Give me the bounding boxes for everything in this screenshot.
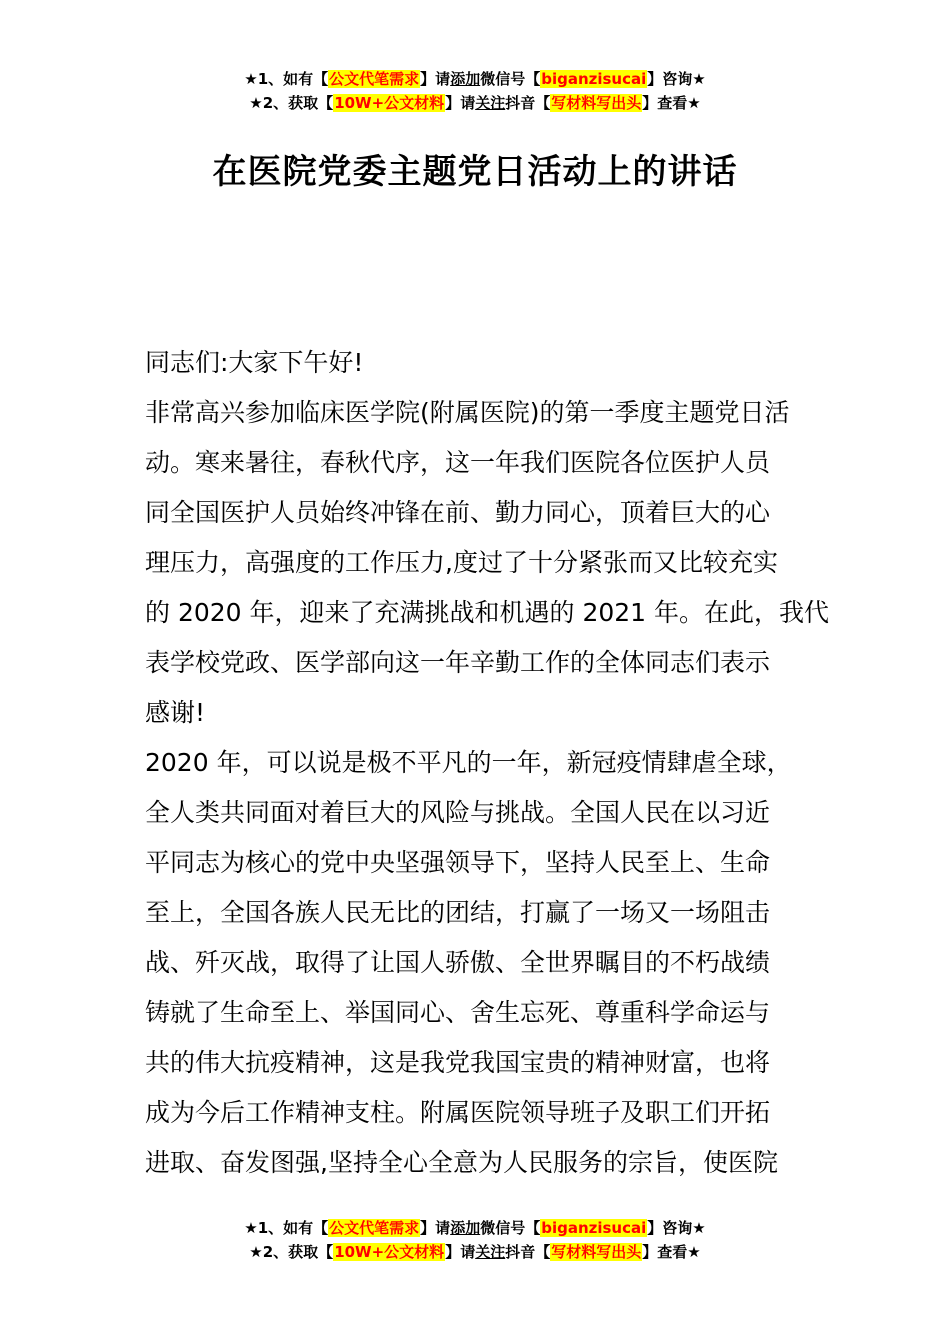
document-body	[145, 338, 830, 1188]
banner-highlight: 公文代笔需求	[329, 70, 420, 88]
banner-highlight: biganzisucai	[541, 70, 647, 88]
document-title: 在医院党委主题党日活动上的讲话	[212, 152, 738, 192]
footer-banner	[0, 1216, 950, 1264]
body-line: 战、歼灭战，取得了让国人骄傲、全世界瞩目的不朽战绩	[145, 948, 771, 977]
body-line: 动。寒来暑往，春秋代序，这一年我们医院各位医护人员	[145, 448, 771, 477]
body-line: 非常高兴参加临床医学院(附属医院)的第一季度主题党日活	[145, 398, 790, 427]
body-line: 铸就了生命至上、举国同心、舍生忘死、尊重科学命运与	[145, 998, 771, 1027]
banner-line-2: ★2、获取【10W+公文材料】请关注抖音【写材料写出头】查看★	[249, 1243, 701, 1261]
body-line: 共的伟大抗疫精神，这是我党我国宝贵的精神财富，也将	[145, 1048, 771, 1077]
body-line: 平同志为核心的党中央坚强领导下，坚持人民至上、生命	[145, 848, 771, 877]
body-line: 至上，全国各族人民无比的团结，打赢了一场又一场阻击	[145, 898, 771, 927]
body-line: 同志们:大家下午好!	[145, 348, 364, 377]
header-banner	[0, 67, 950, 115]
body-line: 感谢!	[145, 698, 206, 727]
banner-line-1: ★1、如有【公文代笔需求】请添加微信号【biganzisucai】咨询★	[244, 70, 706, 88]
banner-line-2: ★2、获取【10W+公文材料】请关注抖音【写材料写出头】查看★	[249, 94, 701, 112]
body-line: 成为今后工作精神支柱。附属医院领导班子及职工们开拓	[145, 1098, 771, 1127]
body-line: 的 2020 年，迎来了充满挑战和机遇的 2021 年。在此，我代	[145, 598, 830, 627]
body-line: 2020 年，可以说是极不平凡的一年，新冠疫情肆虐全球，	[145, 748, 792, 777]
banner-highlight: 10W+公文材料	[334, 94, 445, 112]
body-line: 进取、奋发图强,坚持全心全意为人民服务的宗旨，使医院	[145, 1148, 778, 1177]
banner-highlight: 写材料写出头	[551, 1243, 642, 1261]
banner-line-1: ★1、如有【公文代笔需求】请添加微信号【biganzisucai】咨询★	[244, 1219, 706, 1237]
banner-highlight: 公文代笔需求	[329, 1219, 420, 1237]
body-line: 同全国医护人员始终冲锋在前、勤力同心，顶着巨大的心	[145, 498, 771, 527]
body-line: 表学校党政、医学部向这一年辛勤工作的全体同志们表示	[145, 648, 771, 677]
banner-highlight: 10W+公文材料	[334, 1243, 445, 1261]
banner-highlight: 写材料写出头	[551, 94, 642, 112]
banner-highlight: biganzisucai	[541, 1219, 647, 1237]
body-line: 理压力，高强度的工作压力,度过了十分紧张而又比较充实	[145, 548, 778, 577]
body-line: 全人类共同面对着巨大的风险与挑战。全国人民在以习近	[145, 798, 771, 827]
